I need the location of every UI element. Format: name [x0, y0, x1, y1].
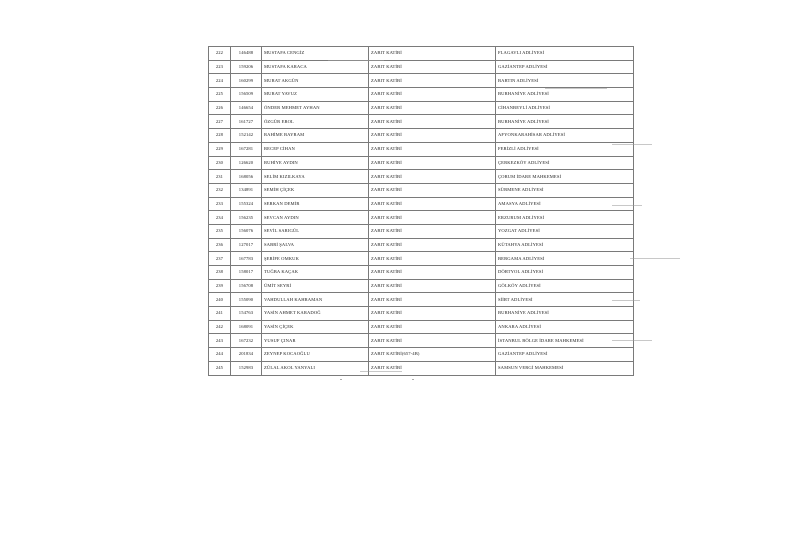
registry-number: 156708 — [231, 279, 262, 293]
court-location: BARTIN ADLİYESİ — [496, 74, 634, 88]
registry-number: 126620 — [231, 156, 262, 170]
table-row — [209, 129, 634, 143]
job-title: ZABIT KATİBİ — [369, 334, 496, 348]
job-title: ZABIT KATİBİ — [369, 266, 496, 280]
person-name: SEMİH ÇİÇEK — [262, 183, 369, 197]
person-name: ZÜLAL AKOL YANYALI — [262, 361, 369, 375]
row-number: 230 — [209, 156, 231, 170]
person-name: TUĞBA KAÇAK — [262, 266, 369, 280]
registry-number: 167232 — [231, 334, 262, 348]
person-name: SERKAN DEMİR — [262, 197, 369, 211]
registry-number: 156076 — [231, 224, 262, 238]
table-row — [209, 211, 634, 225]
court-location: BURHANİYE ADLİYESİ — [496, 88, 634, 102]
row-number: 223 — [209, 60, 231, 74]
registry-number: 168056 — [231, 170, 262, 184]
job-title: ZABIT KATİBİ — [369, 293, 496, 307]
scan-artifact — [412, 379, 414, 380]
row-number: 224 — [209, 74, 231, 88]
person-name: RUHİYE AYDIN — [262, 156, 369, 170]
job-title: ZABIT KATİBİ — [369, 88, 496, 102]
court-location: CİHANBEYLİ ADLİYESİ — [496, 101, 634, 115]
person-name: MURAT YAVUZ — [262, 88, 369, 102]
row-number: 226 — [209, 101, 231, 115]
registry-number: 127017 — [231, 238, 262, 252]
table-row — [209, 224, 634, 238]
row-number: 239 — [209, 279, 231, 293]
registry-number: 154763 — [231, 307, 262, 321]
job-title: ZABIT KATİBİ — [369, 47, 496, 61]
table-row — [209, 183, 634, 197]
job-title: ZABIT KATİBİ — [369, 183, 496, 197]
row-number: 238 — [209, 266, 231, 280]
court-location: YOZGAT ADLİYESİ — [496, 224, 634, 238]
court-location: BERGAMA ADLİYESİ — [496, 252, 634, 266]
court-location: DÖRTYOL ADLİYESİ — [496, 266, 634, 280]
table-row — [209, 47, 634, 61]
table-row — [209, 197, 634, 211]
row-number: 232 — [209, 183, 231, 197]
court-location: AFYONKARAHİSAR ADLİYESİ — [496, 129, 634, 143]
court-location: GAZİANTEP ADLİYESİ — [496, 60, 634, 74]
row-number: 233 — [209, 197, 231, 211]
registry-number: 146654 — [231, 101, 262, 115]
court-location: BURHANİYE ADLİYESİ — [496, 115, 634, 129]
job-title: ZABIT KATİBİ — [369, 115, 496, 129]
table-row — [209, 266, 634, 280]
row-number: 237 — [209, 252, 231, 266]
row-number: 234 — [209, 211, 231, 225]
person-name: VAHDULLAH KAHRAMAN — [262, 293, 369, 307]
table-row — [209, 320, 634, 334]
scan-artifact — [545, 88, 607, 89]
job-title: ZABIT KATİBİ — [369, 197, 496, 211]
person-name: MUSTAFA KARACA — [262, 60, 369, 74]
table-row — [209, 156, 634, 170]
court-location: BURHANİYE ADLİYESİ — [496, 307, 634, 321]
person-name: ZEYNEP KOCAOĞLU — [262, 348, 369, 362]
scan-artifact — [612, 300, 640, 301]
table-row — [209, 115, 634, 129]
registry-number: 159206 — [231, 60, 262, 74]
scan-artifact — [612, 144, 652, 145]
job-title: ZABIT KATİBİ — [369, 170, 496, 184]
row-number: 231 — [209, 170, 231, 184]
court-location: GÖLKÖY ADLİYESİ — [496, 279, 634, 293]
court-location: FLAGAVLI ADLİYESİ — [496, 47, 634, 61]
scan-artifact — [340, 379, 342, 380]
registry-number: 146488 — [231, 47, 262, 61]
table-row — [209, 142, 634, 156]
court-location: KÜTAHYA ADLİYESİ — [496, 238, 634, 252]
table-row — [209, 238, 634, 252]
row-number: 245 — [209, 361, 231, 375]
scan-artifact — [328, 60, 384, 61]
scan-artifact — [612, 340, 652, 341]
row-number: 241 — [209, 307, 231, 321]
registry-number: 156235 — [231, 211, 262, 225]
job-title: ZABIT KATİBİ — [369, 211, 496, 225]
job-title: ZABIT KATİBİ — [369, 74, 496, 88]
row-number: 240 — [209, 293, 231, 307]
court-location: SÜRMENE ADLİYESİ — [496, 183, 634, 197]
person-name: SABRİ ŞALVA — [262, 238, 369, 252]
table-row — [209, 101, 634, 115]
court-location: İSTANBUL BÖLGE İDARE MAHKEMESİ — [496, 334, 634, 348]
registry-number: 167783 — [231, 252, 262, 266]
table-row — [209, 170, 634, 184]
court-location: ÇORUM İDARE MAHKEMESİ — [496, 170, 634, 184]
job-title: ZABIT KATİBİ — [369, 252, 496, 266]
registry-number: 155090 — [231, 293, 262, 307]
table-row — [209, 361, 634, 375]
row-number: 222 — [209, 47, 231, 61]
table-row — [209, 60, 634, 74]
registry-number: 168091 — [231, 320, 262, 334]
table-row — [209, 307, 634, 321]
row-number: 243 — [209, 334, 231, 348]
person-name: SELİM KIZILKAYA — [262, 170, 369, 184]
registry-number: 134891 — [231, 183, 262, 197]
table-row — [209, 293, 634, 307]
row-number: 229 — [209, 142, 231, 156]
person-name: RAHİME BAYRAM — [262, 129, 369, 143]
job-title: ZABIT KATİBİ — [369, 156, 496, 170]
job-title: ZABIT KATİBİ — [369, 60, 496, 74]
person-name: ÜMİT SEYRİ — [262, 279, 369, 293]
table-row — [209, 334, 634, 348]
job-title: ZABIT KATİBİ — [369, 320, 496, 334]
job-title: ZABIT KATİBİ — [369, 101, 496, 115]
row-number: 244 — [209, 348, 231, 362]
scan-artifact — [360, 371, 402, 372]
registry-number: 158017 — [231, 266, 262, 280]
court-location: AMASYA ADLİYESİ — [496, 197, 634, 211]
registry-number: 155324 — [231, 197, 262, 211]
person-name: YUSUF ÇINAR — [262, 334, 369, 348]
court-location: ANKARA ADLİYESİ — [496, 320, 634, 334]
person-name: YASİN AHMET KARADOĞ — [262, 307, 369, 321]
court-location: ERZURUM ADLİYESİ — [496, 211, 634, 225]
court-location: ÇERKEZKÖY ADLİYESİ — [496, 156, 634, 170]
personnel-table — [208, 46, 634, 376]
registry-number: 167281 — [231, 142, 262, 156]
row-number: 236 — [209, 238, 231, 252]
table-row — [209, 252, 634, 266]
person-name: MUSTAFA CENGİZ — [262, 47, 369, 61]
person-name: SEVCAN AYDIN — [262, 211, 369, 225]
job-title: ZABIT KATİBİ — [369, 307, 496, 321]
row-number: 235 — [209, 224, 231, 238]
row-number: 225 — [209, 88, 231, 102]
job-title: ZABIT KATİBİ — [369, 224, 496, 238]
row-number: 227 — [209, 115, 231, 129]
row-number: 228 — [209, 129, 231, 143]
job-title: ZABIT KATİBİ — [369, 238, 496, 252]
person-name: ŞERİFE OMKUK — [262, 252, 369, 266]
registry-number: 160299 — [231, 74, 262, 88]
scan-artifact — [630, 258, 680, 259]
person-name: ÖNDER MEHMET AYHAN — [262, 101, 369, 115]
job-title: ZABIT KATİBİ — [369, 129, 496, 143]
registry-number: 201834 — [231, 348, 262, 362]
person-name: SEVİL SARIGÜL — [262, 224, 369, 238]
scan-artifact — [612, 205, 642, 206]
registry-number: 156509 — [231, 88, 262, 102]
job-title: ZABIT KATİBİ(657-4B) — [369, 348, 496, 362]
table-row — [209, 348, 634, 362]
registry-number: 152142 — [231, 129, 262, 143]
personnel-table-body — [209, 47, 634, 376]
job-title: ZABIT KATİBİ — [369, 142, 496, 156]
court-location: SAMSUN VERGİ MAHKEMESİ — [496, 361, 634, 375]
registry-number: 161727 — [231, 115, 262, 129]
registry-number: 152983 — [231, 361, 262, 375]
row-number: 242 — [209, 320, 231, 334]
court-location: FERİZLİ ADLİYESİ — [496, 142, 634, 156]
person-name: RECEP CİHAN — [262, 142, 369, 156]
court-location: SİİRT ADLİYESİ — [496, 293, 634, 307]
court-location: GAZİANTEP ADLİYESİ — [496, 348, 634, 362]
person-name: MURAT AKGÜN — [262, 74, 369, 88]
table-row — [209, 74, 634, 88]
job-title: ZABIT KATİBİ — [369, 361, 496, 375]
table-row — [209, 88, 634, 102]
person-name: YASİN ÇİÇEK — [262, 320, 369, 334]
person-name: ÖZGÜR EROL — [262, 115, 369, 129]
table-row — [209, 279, 634, 293]
job-title: ZABIT KATİBİ — [369, 279, 496, 293]
